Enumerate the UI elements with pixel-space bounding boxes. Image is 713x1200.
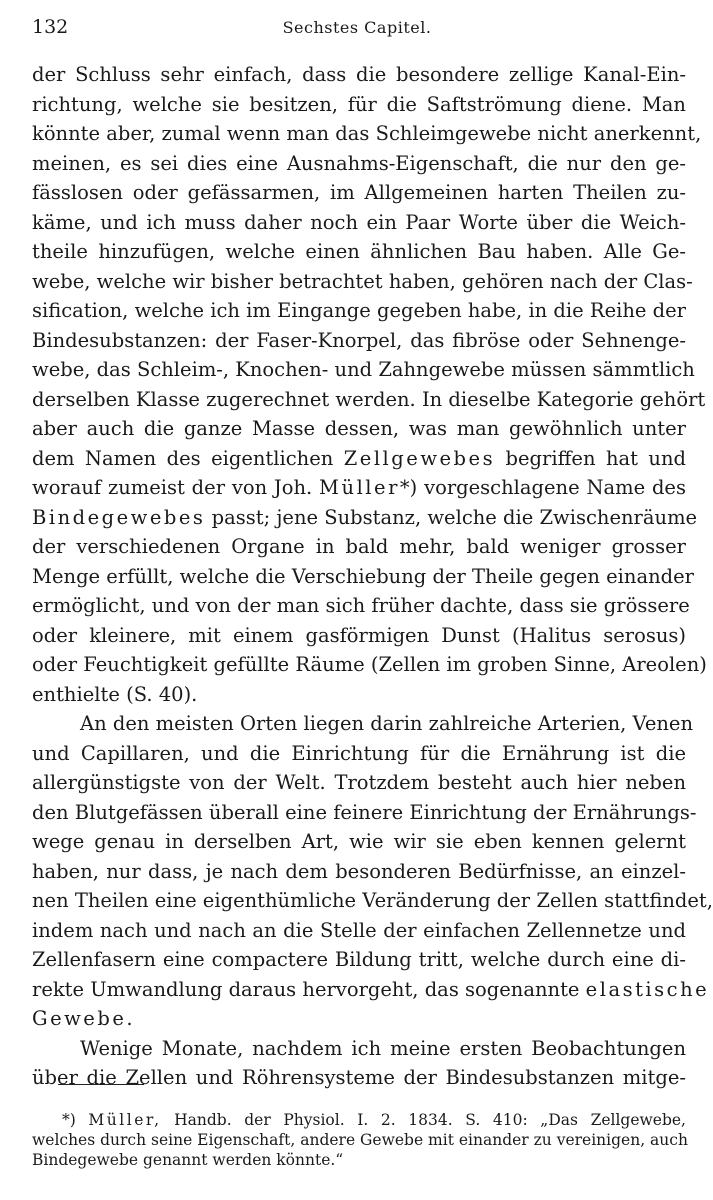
text-line: und Capillaren, und die Einrichtung für die Ernährung ist die	[32, 741, 686, 765]
text-line: der Schluss sehr einfach, dass die besondere zellige Kanal-Ein-	[32, 63, 686, 86]
footnote-rule	[58, 1084, 144, 1085]
text-line: fässlosen oder gefässarmen, im Allgemeinen harten Theilen zu-	[32, 181, 686, 204]
text-line	[32, 473, 686, 503]
text-run: rekte Umwandlung daraus hervorgeht, das sogenannte	[32, 977, 580, 1001]
text-line	[32, 503, 698, 533]
footnote-line	[32, 1110, 686, 1130]
text-run: dem Namen des eigentlichen	[32, 446, 334, 470]
text-line: sification, welche ich im Eingange gegeben habe, in die Reihe der	[32, 299, 686, 322]
text-line: wege genau in derselben Art, wie wir sie eben kennen gelernt	[32, 830, 686, 853]
emphasis-spaced: Müller,	[88, 1111, 162, 1129]
text-run: passt; jene Substanz, welche die Zwischenräume	[211, 505, 698, 529]
text-line: enthielte (S. 40).	[32, 682, 198, 706]
page-header	[32, 16, 682, 44]
text-line: derselben Klasse zugerechnet werden. In dieselbe Kategorie gehört	[32, 387, 706, 411]
running-head: Sechstes Capitel.	[282, 18, 432, 37]
text-line: Zellenfasern eine compactere Bildung tritt, welche durch eine di-	[32, 948, 686, 971]
text-line: über die Zellen und Röhrensysteme der Bindesubstanzen mitge-	[32, 1066, 686, 1089]
text-line: könnte aber, zumal wenn man das Schleimgewebe nicht anerkennt,	[32, 122, 702, 145]
emphasis-spaced: elastische	[585, 977, 710, 1001]
footnote-ref: *) vorgeschlagene Name des	[399, 476, 686, 499]
text-line: Bindesubstanzen: der Faser-Knorpel, das fibröse oder Sehnenge-	[32, 328, 686, 352]
text-line	[32, 1004, 686, 1034]
emphasis-spaced: Gewebe	[32, 1007, 127, 1030]
emphasis-spaced: Bindegewebes	[32, 505, 206, 529]
text-line: käme, und ich muss daher noch ein Paar Worte über die Weich-	[32, 210, 686, 234]
text-line: Menge erfüllt, welche die Verschiebung der Theile gegen einander	[32, 564, 695, 588]
text-line: indem nach und nach an die Stelle der einfachen Zellennetze und	[32, 918, 686, 942]
text-line	[32, 975, 710, 1005]
text-line: An den meisten Orten liegen darin zahlreiche Arterien, Venen	[80, 712, 694, 735]
text-line: der verschiedenen Organe in bald mehr, bald weniger grosser	[32, 535, 686, 558]
emphasis-spaced: Zellgewebes	[343, 446, 496, 470]
footnote	[32, 1110, 686, 1170]
text-line: oder kleinere, mit einem gasförmigen Dunst (Halitus serosus)	[32, 623, 686, 647]
text-line: nen Theilen eine eigenthümliche Veränderung der Zellen stattfindet,	[32, 889, 713, 912]
emphasis-spaced: Müller	[319, 476, 400, 499]
text-line: theile hinzufügen, welche einen ähnlichen Bau haben. Alle Ge-	[32, 240, 686, 263]
page-number: 132	[32, 16, 69, 38]
footnote-line: welches durch seine Eigenschaft, andere Gewebe mit einander zu vereinigen, auch	[32, 1131, 688, 1149]
footnote-marker: *)	[62, 1111, 76, 1129]
text-line: richtung, welche sie besitzen, für die Saftströmung diene. Man	[32, 92, 686, 116]
text-line	[32, 444, 686, 474]
text-run: Handb. der Physiol. I. 2. 1834. S. 410: „Das Zellgewebe,	[174, 1111, 686, 1129]
text-line: aber auch die ganze Masse dessen, was man gewöhnlich unter	[32, 417, 686, 440]
text-line: webe, das Schleim-, Knochen- und Zahngewebe müssen sämmtlich	[32, 358, 695, 381]
text-line: meinen, es sei dies eine Ausnahms-Eigenschaft, die nur den ge-	[32, 151, 686, 175]
body-text	[32, 60, 713, 1093]
footnote-line: Bindegewebe genannt werden könnte.“	[32, 1151, 344, 1169]
text-line: haben, nur dass, je nach dem besonderen Bedürfnisse, an einzel-	[32, 859, 686, 883]
text-line: Wenige Monate, nachdem ich meine ersten Beobachtungen	[80, 1036, 686, 1060]
text-run: .	[126, 1007, 133, 1030]
text-line: ermöglicht, und von der man sich früher dachte, dass sie grössere	[32, 594, 690, 617]
text-line: allergünstigste von der Welt. Trotzdem besteht auch hier neben	[32, 771, 686, 794]
text-line: webe, welche wir bisher betrachtet haben, gehören nach der Clas-	[32, 269, 693, 293]
text-line: oder Feuchtigkeit gefüllte Räume (Zellen im groben Sinne, Areolen)	[32, 653, 707, 676]
text-run: begriffen hat und	[505, 446, 686, 470]
text-line: den Blutgefässen überall eine feinere Einrichtung der Ernährungs-	[32, 800, 697, 824]
text-run: worauf zumeist der von Joh.	[32, 476, 313, 499]
